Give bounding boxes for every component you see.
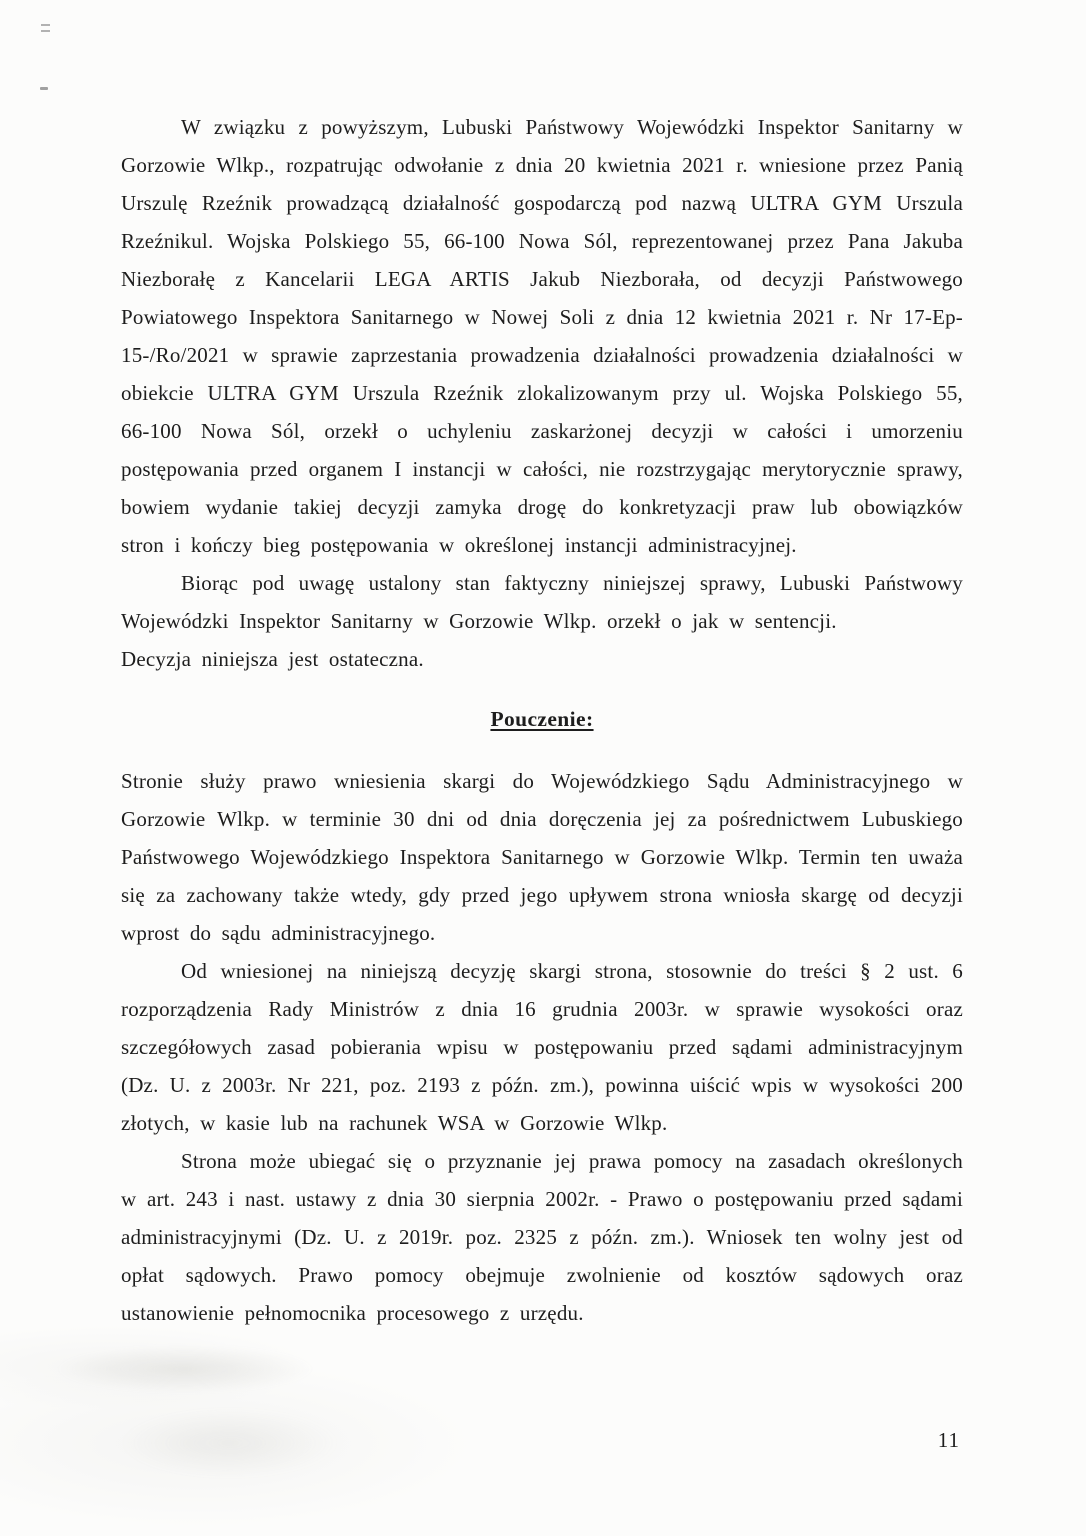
paragraph-final-statement: Decyzja niniejsza jest ostateczna. — [121, 647, 424, 671]
document-body — [121, 108, 963, 1332]
scan-artifact-speck — [41, 24, 50, 33]
page-number: 11 — [937, 1428, 960, 1452]
paragraph-appeal-rights: Stronie służy prawo wniesienia skargi do Wojewódzkiego Sądu Administracyjnego w Gorzowie Wlkp. w terminie 30 dni od dnia doręczenia jej za pośrednictwem Lubuskiego Państwowego Wojewódzkiego Inspektora Sanitarnego w Gorzowie Wlkp. Termin ten uważa się za zachowany także wtedy, gdy przed jego upływem strona wniosła skargę od decyzji wprost do sądu administracyjnego. — [121, 769, 963, 945]
paragraph-court-fee: Od wniesionej na niniejszą decyzję skargi strona, stosownie do treści § 2 ust. 6 rozporządzenia Rady Ministrów z dnia 16 grudnia 2003r. w sprawie wysokości oraz szczegółowych zasad pobierania wpisu w postępowaniu przed sądami administracyjnym (Dz. U. z 2003r. Nr 221, poz. 2193 z późn. zm.), powinna uiścić wpis w wysokości 200 złotych, w kasie lub na rachunek WSA w Gorzowie Wlkp. — [121, 959, 963, 1135]
scan-artifact-smudge — [55, 1345, 315, 1393]
paragraph-decision-summary: W związku z powyższym, Lubuski Państwowy Wojewódzki Inspektor Sanitarny w Gorzowie Wlkp., rozpatrując odwołanie z dnia 20 kwietnia 2021 r. wniesione przez Panią Urszulę Rzeźnik prowadzącą działalność gospodarczą pod nazwą ULTRA GYM Urszula Rzeźnikul. Wojska Polskiego 55, 66-100 Nowa Sól, reprezentowanej przez Pana Jakuba Niezborałę z Kancelarii LEGA ARTIS Jakub Niezborała, od decyzji Państwowego Powiatowego Inspektora Sanitarnego w Nowej Soli z dnia 12 kwietnia 2021 r. Nr 17-Ep-15-/Ro/2021 w sprawie zaprzestania prowadzenia działalności prowadzenia działalności w obiekcie ULTRA GYM Urszula Rzeźnik zlokalizowanym przy ul. Wojska Polskiego 55, 66-100 Nowa Sól, orzekł o uchyleniu zaskarżonej decyzji w całości i umorzeniu postępowania przed organem I instancji w całości, nie rozstrzygając merytorycznie sprawy, bowiem wydanie takiej decyzji zamyka drogę do konkretyzacji praw lub obowiązków stron i kończy bieg postępowania w określonej instancji administracyjnej. — [121, 115, 963, 557]
paragraph-legal-aid: Strona może ubiegać się o przyznanie jej prawa pomocy na zasadach określonych w art. 243 i nast. ustawy z dnia 30 sierpnia 2002r. - Prawo o postępowaniu przed sądami administracyjnymi (Dz. U. z 2019r. poz. 2325 z późn. zm.). Wniosek ten wolny jest od opłat sądowych. Prawo pomocy obejmuje zwolnienie od kosztów sądowych oraz ustanowienie pełnomocnika procesowego z urzędu. — [121, 1149, 963, 1325]
scan-artifact-smudge — [120, 1408, 340, 1478]
section-heading-pouczenie: Pouczenie: — [490, 707, 594, 731]
paragraph-ruling-conclusion: Biorąc pod uwagę ustalony stan faktyczny niniejszej sprawy, Lubuski Państwowy Wojewódzki Inspektor Sanitarny w Gorzowie Wlkp. orzekł o jak w sentencji. — [121, 571, 963, 633]
scan-artifact-dash — [40, 87, 48, 90]
